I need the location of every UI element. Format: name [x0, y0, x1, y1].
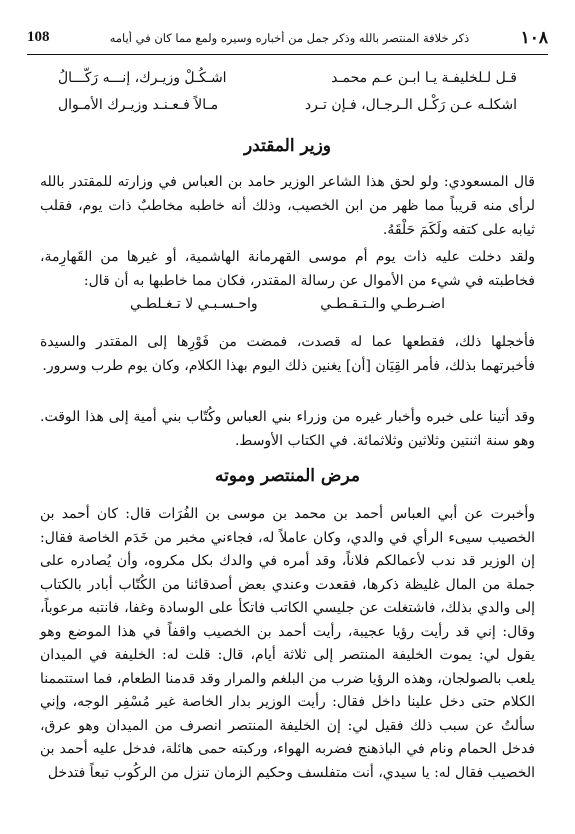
- poem-block: [58, 70, 517, 122]
- paragraph: ولقد دخلت عليه ذات يوم أم موسى القهرمانة الهاشمية، أو غيرها من القَهارِمة، فخاطبته في شيء من الأموال عن رسالة المقتدر، فكان مما خاطبها به أن قال:: [40, 249, 535, 289]
- paragraph: وقد أتينا على خبره وأخبار غيره من وزراء بني العباس وكُتّاب بني أمية إلى هذا الوقت. وهو سنة اثنتين وثلاثين وثلاثمائة. في الكتاب الأوسط.: [40, 409, 535, 449]
- verse-hemistich-right: قـل لـلخليفـة يـا ابـن عـم محمـد: [331, 70, 517, 86]
- verse-hemistich-right: اشكلـه عـن رَكْـل الـرجـال، فـإن تـرد: [304, 97, 517, 113]
- paragraph: فأخجلها ذلك، فقطعها عما له قصدت، فمضت من فَوْرِها إلى المقتدر والسيدة فأخبرتهما بذلك، فأمر القِيَان [أن] يغنين ذلك اليوم بهذا الكلام، وكان يوم طرب وسرور.: [40, 334, 535, 374]
- verse-line: [58, 97, 517, 121]
- section-heading: مرض المنتصر وموته: [215, 466, 360, 486]
- section-heading: وزير المقتدر: [243, 136, 332, 156]
- verse-hemistich-left: اشـكُـلْ وزيـرك، إنـــه رَكّـــالُ: [58, 70, 227, 86]
- page-number-arabic: ١٠٨: [520, 28, 548, 48]
- paragraph: وأخبرت عن أبي العباس أحمد بن محمد بن موسى بن الفُرَات قال: كان أحمد بن الخصيب سيىء الرأي في والدي، وكان عاملاً له، فجاءني مخبر من خَدَم الخاصة فقال: إن الوزير قد ندب لأعمالكم فلاناً، وقد أمره في والدك بكل مكروه، وأن يُصادره على جملة من المال غليظة ذكرها، فقعدت وعندي بعض أصدقائنا من الكُتّاب أبادر بالكتاب إلى والدي بذلك، فاشتغلت عن جليسي الكاتب فاتكأ على الوسادة وغفا، فانتبه مرعوباً، وقال: إني قد رأيت رؤيا عجيبة، رأيت أحمد بن الخصيب واقفاً في هذا الموضع وهو يقول لي: يموت الخليفة المنتصر إلى ثلاثة أيام، قال: قلت له: الخليفة في الميدان يلعب بالصولجان، وهذه الرؤيا ضرب من البلغم والمرار وقد قدمنا الطعام، فما استتممنا الكلام حتى دخل علينا داخل فقال: رأيت الوزير بدار الخاصة غير مُسْفِر الوجه، وإني سألتُ عن سبب ذلك فقيل لي: إن الخليفة المنتصر انصرف من الميدان وهو عرق، فدخل الحمام ونام في الباذهنج فضربه الهواء، وركبته حمى هائلة، فدخل عليه أحمد بن الخصيب فقال له: يا سيدي، أنت متفلسف وحكيم الزمان تنزل من الركُوب تبعاً فتدخل: [40, 506, 535, 781]
- verse-hemistich-left: مـالاً فـعـنـد وزيـرك الأمـوال: [58, 97, 219, 113]
- page-header: [27, 24, 548, 55]
- verse-hemistich-right: اضـرطـي والـتـقـطـي: [320, 296, 445, 312]
- verse-line: [130, 296, 445, 320]
- paragraph: قال المسعودي: ولو لحق هذا الشاعر الوزير حامد بن العباس في وزارته للمقتدر بالله لرأى منه قريباً مما ظهر من ابن الخصيب، وذلك أنه خاطبه مخاطبٌ ذات يوم، فقلب ثيابه على كتفه ولَكَمَ حَلْقَهُ.: [40, 174, 535, 238]
- verse-hemistich-left: واحـسـبـي لا تـغـلطـي: [130, 296, 258, 312]
- verse-line: [58, 70, 517, 94]
- page-number: 108: [27, 29, 50, 45]
- running-title: ذكر خلافة المنتصر بالله وذكر جمل من أخباره وسيره ولمع مما كان في أيامه: [109, 31, 470, 45]
